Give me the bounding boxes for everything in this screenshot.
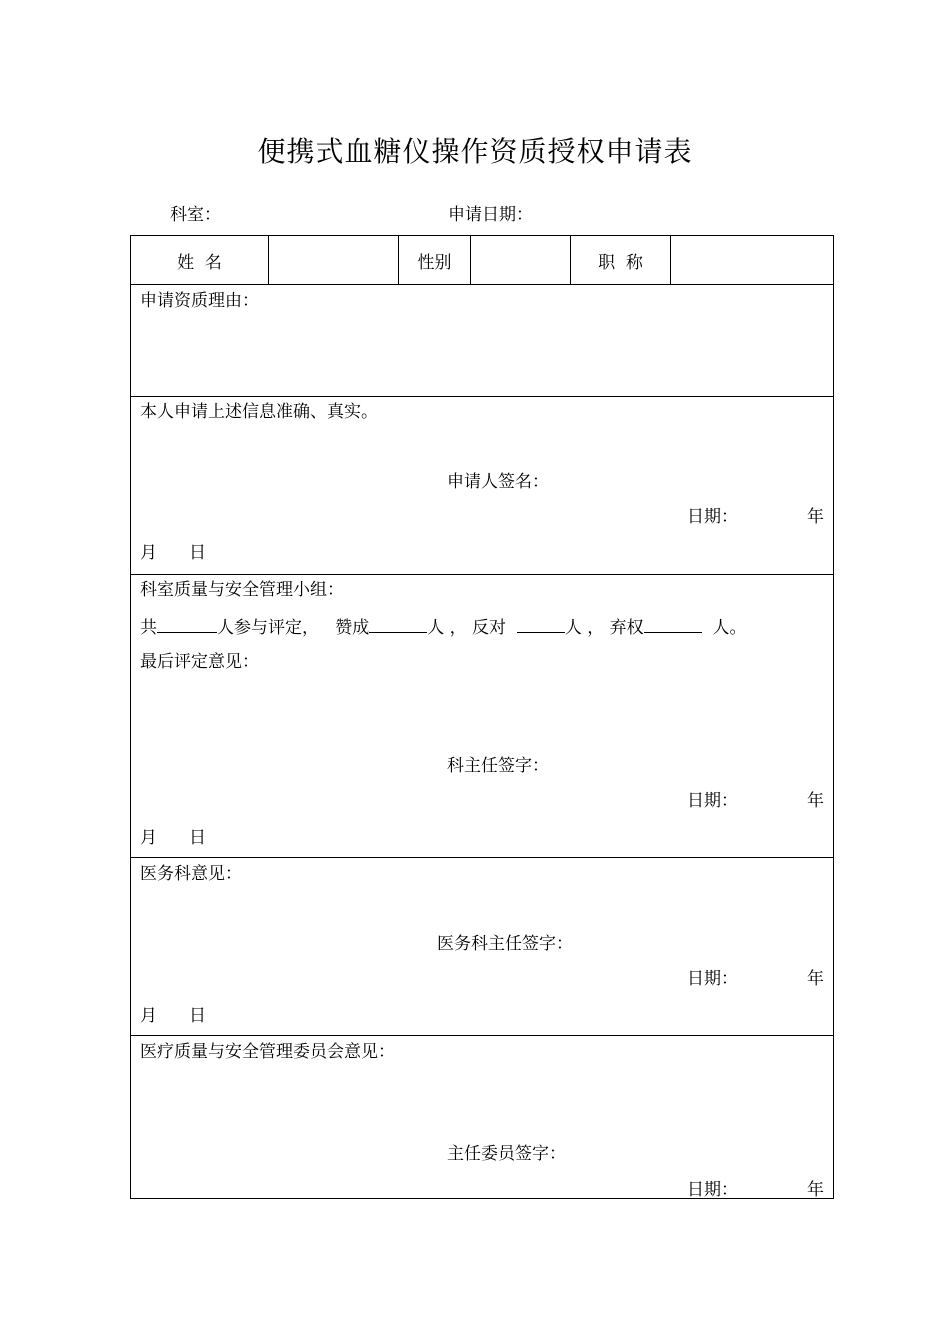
- vote-for-prefix: 赞成: [335, 618, 370, 638]
- name-label: 姓 名: [131, 236, 269, 284]
- committee-chair-signature-label: 主任委员签字：: [447, 1144, 566, 1164]
- month-label: 月: [140, 1006, 157, 1026]
- medical-head-signature-label: 医务科主任签字：: [437, 934, 573, 954]
- vote-total-blank[interactable]: [157, 616, 217, 633]
- year-label: 年: [807, 791, 824, 811]
- gender-label: 性别: [399, 236, 471, 284]
- day-label: 日: [189, 1006, 206, 1026]
- vote-line: [140, 616, 746, 638]
- vote-against-suffix: 人 ，: [564, 618, 605, 638]
- vote-abstain-prefix: 弃权: [609, 618, 644, 638]
- year-label: 年: [807, 507, 824, 527]
- year-label: 年: [807, 1180, 824, 1200]
- date-label: 日期：: [687, 969, 738, 989]
- statement-text: 本人申请上述信息准确、真实。: [140, 402, 378, 422]
- vote-for-suffix: 人 ，: [427, 618, 467, 638]
- year-label: 年: [807, 969, 824, 989]
- medical-affairs-section[interactable]: [131, 858, 833, 1036]
- dept-committee-section[interactable]: [131, 575, 833, 858]
- vote-for-blank[interactable]: [369, 616, 427, 633]
- month-label: 月: [140, 543, 157, 563]
- date-label: 日期：: [687, 791, 738, 811]
- quality-committee-section[interactable]: [131, 1036, 833, 1198]
- dept-committee-label: 科室质量与安全管理小组：: [140, 580, 344, 600]
- quality-committee-label: 医疗质量与安全管理委员会意见：: [140, 1042, 395, 1062]
- applicant-info-row: [131, 236, 833, 285]
- job-title-label: 职 称: [571, 236, 671, 284]
- medical-affairs-label: 医务科意见：: [140, 864, 242, 884]
- application-form: [130, 235, 834, 1199]
- reason-label: 申请资质理由：: [140, 291, 259, 311]
- day-label: 日: [189, 543, 206, 563]
- dept-head-signature-label: 科主任签字：: [447, 756, 549, 776]
- job-title-field[interactable]: [671, 236, 833, 284]
- page-title: 便携式血糖仪操作资质授权申请表: [257, 135, 693, 168]
- self-statement-section[interactable]: [131, 397, 833, 575]
- gender-field[interactable]: [471, 236, 571, 284]
- month-label: 月: [140, 828, 157, 848]
- applicant-signature-label: 申请人签名：: [447, 472, 549, 492]
- reason-section[interactable]: [131, 285, 833, 397]
- final-opinion-label: 最后评定意见：: [140, 652, 259, 672]
- department-label: 科室：: [170, 205, 221, 225]
- vote-against-prefix: 反对: [472, 618, 507, 638]
- date-label: 日期：: [687, 1180, 738, 1200]
- apply-date-label: 申请日期：: [448, 205, 533, 225]
- vote-against-blank[interactable]: [517, 616, 565, 633]
- vote-abstain-blank[interactable]: [644, 616, 702, 633]
- name-field[interactable]: [269, 236, 399, 284]
- vote-total-prefix: 共: [140, 618, 157, 638]
- date-label: 日期：: [687, 507, 738, 527]
- vote-abstain-suffix: 人。: [712, 618, 747, 638]
- vote-total-suffix: 人参与评定，: [217, 618, 319, 638]
- day-label: 日: [189, 828, 206, 848]
